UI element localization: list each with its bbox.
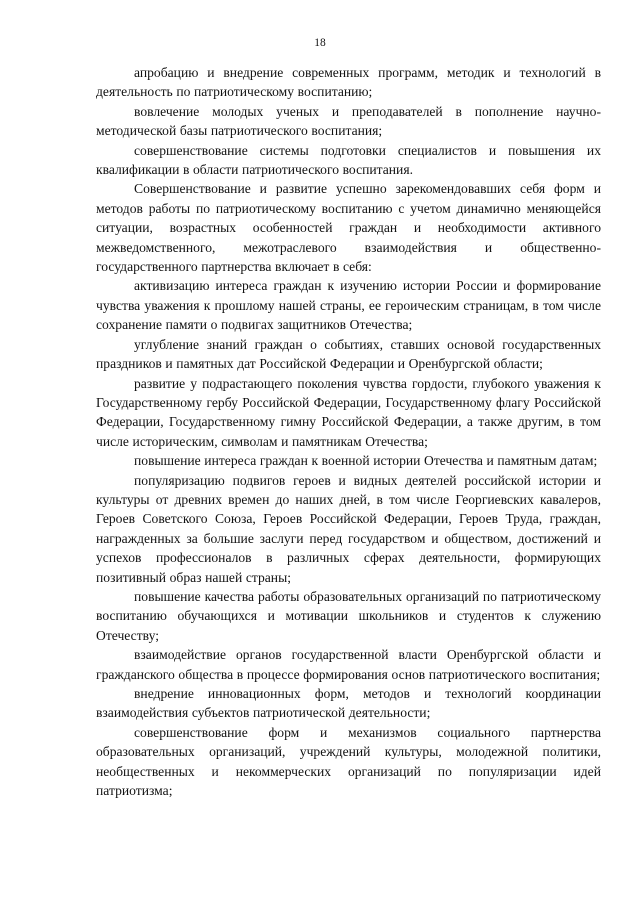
paragraph: углубление знаний граждан о событиях, ставших основой государственных праздников и памятных дат Российской Федерации и Оренбургской области;	[96, 336, 601, 372]
paragraph: повышение интереса граждан к военной истории Отечества и памятным датам;	[134, 453, 598, 469]
paragraph: совершенствование форм и механизмов социального партнерства образовательных организаций, учреждений культуры, молодежной политики, необщественных и некоммерческих организаций по популяризации идей патриотизма;	[96, 724, 601, 799]
paragraph: апробацию и внедрение современных программ, методик и технологий в деятельность по патриотическому воспитанию;	[96, 65, 601, 100]
paragraph: Совершенствование и развитие успешно зарекомендовавших себя форм и методов работы по патриотическому воспитанию с учетом динамично меняющейся ситуации, возрастных особенностей граждан и необходимости активного межведомственного, межотраслевого взаимодействия и общественно-государственного партнерства включает в себя:	[96, 181, 601, 275]
paragraph: совершенствование системы подготовки специалистов и повышения их квалификации в области патриотического воспитания.	[96, 142, 601, 178]
paragraph: повышение качества работы образовательных организаций по патриотическому воспитанию обучающихся и мотивации школьников и студентов к служению Отечеству;	[96, 588, 601, 643]
page-number: 18	[314, 37, 326, 49]
paragraph: взаимодействие органов государственной власти Оренбургской области и гражданского общества в процессе формирования основ патриотического воспитания;	[96, 647, 601, 682]
document-body	[96, 63, 601, 800]
paragraph: развитие у подрастающего поколения чувства гордости, глубокого уважения к Государственному гербу Российской Федерации, Государственному флагу Российской Федерации, Государственному гимну Российской Федерации, а также другим, в том числе историческим, символам и памятникам Отечества;	[96, 375, 601, 449]
paragraph: вовлечение молодых ученых и преподавателей в пополнение научно-методической базы патриотического воспитания;	[96, 103, 601, 139]
paragraph: активизацию интереса граждан к изучению истории России и формирование чувства уважения к прошлому нашей страны, ее героическим страницам, в том числе сохранение памяти о подвигах защитников Отечества;	[96, 278, 601, 333]
paragraph: внедрение инновационных форм, методов и технологий координации взаимодействия субъектов патриотической деятельности;	[96, 686, 601, 721]
paragraph: популяризацию подвигов героев и видных деятелей российской истории и культуры от древних времен до наших дней, в том числе Георгиевских кавалеров, Героев Советского Союза, Героев Российской Федерации, Героев Труда, граждан, награжденных за большие заслуги перед государством и обществом, достижений и успехов профессионалов в различных сферах деятельности, формирующих позитивный образ нашей страны;	[96, 472, 601, 585]
